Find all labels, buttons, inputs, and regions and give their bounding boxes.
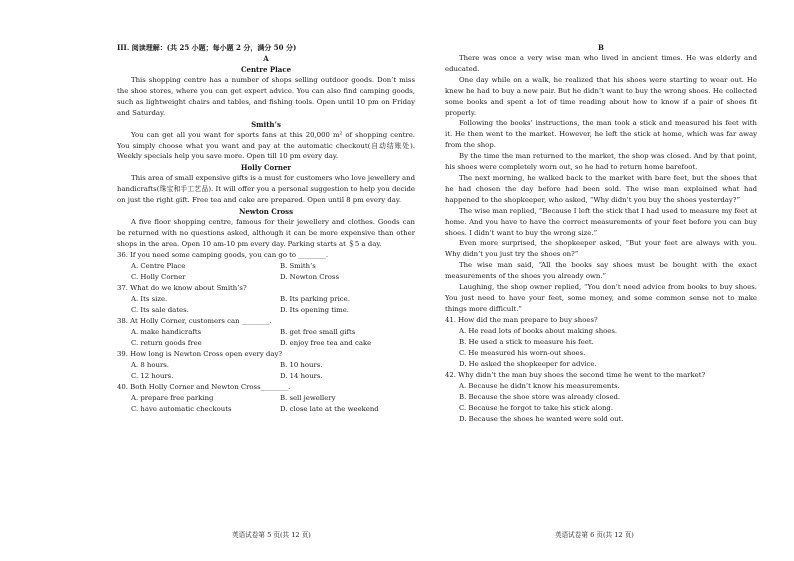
passage-b-paragraph: The wise man said, “All the books say shoes must be bought with the exact measurements of the shoes you already own.”	[445, 261, 757, 281]
question-40-options	[117, 393, 415, 404]
store-name-holly-corner: Holly Corner	[240, 163, 292, 173]
passage-b-paragraph: Even more surprised, the shopkeeper asked, “But your feet are always with you. Why didn’t you just try the shoes on?”	[445, 239, 757, 259]
q36-option-a: A. Centre Place	[131, 261, 186, 270]
q42-option-a: A. Because he didn’t know his measurements.	[459, 381, 620, 390]
q36-option-c: C. Holly Corner	[131, 272, 186, 281]
passage-b-paragraph: Following the books’ instructions, the man took a stick and measured his feet with it. He then went to the market. However, he left the stick at home, which was far away from the shop.	[445, 119, 757, 150]
q41-option-b: B. He used a stick to measure his feet.	[459, 337, 594, 346]
question-38-options	[117, 327, 415, 338]
passage-b-paragraph: Laughing, the shop owner replied, “You don’t need advice from books to buy shoes. You just need to have your feet, some money, and some common sense not to make things more difficult.”	[445, 283, 757, 313]
question-36-options-2	[117, 272, 415, 283]
question-39-options-2	[117, 371, 415, 382]
q37-option-c: C. Its sale dates.	[131, 305, 189, 314]
q38-option-a: A. make handicrafts	[131, 327, 202, 336]
passage-b-paragraph: The next morning, he walked back to the market with bare feet, but the shoes that he had chosen the day before had been sold. The wise man explained what had happened to the shopkeeper, who asked, “Why didn’t you buy the shoes yesterday?”	[445, 173, 757, 204]
store-text-holly-corner: This area of small expensive gifts is a must for customers who love jewellery and handicrafts(珠宝和手工艺品). It will offer you a personal suggestion to help you decide on just the right gift. Free tea and cake are prepared. Open until 8 pm every day.	[117, 174, 415, 205]
left-page	[117, 42, 415, 547]
store-text-smiths: You can get all you want for sports fans at this 20,000 m² of shopping centre. You simply choose what you want and pay at the automatic checkout(自动结账处). Weekly specials help you save more. Open till 10 pm every day.	[117, 130, 415, 161]
question-37-options	[117, 294, 415, 305]
store-text-newton-cross: A five floor shopping centre, famous for their jewellery and clothes. Goods can be returned with no questions asked, although it can be more expensive than other shops in the area. Open 10 am-10 pm every day. Parking starts at ＄5 a day.	[117, 218, 415, 248]
q41-option-c: C. He measured his worn-out shoes.	[459, 348, 586, 357]
q41-option-a: A. He read lots of books about making shoes.	[459, 326, 618, 335]
store-name-smiths: Smith’s	[251, 119, 281, 129]
question-39: 39. How long is Newton Cross open every day?	[117, 349, 283, 358]
q36-option-b: B. Smith’s	[280, 261, 316, 270]
question-38-options-2	[117, 338, 415, 349]
q38-option-b: B. get free small gifts	[280, 327, 356, 336]
q40-option-a: A. prepare free parking	[131, 393, 214, 402]
question-40: 40. Both Holly Corner and Newton Cross________.	[117, 382, 291, 391]
question-38: 38. At Holly Corner, customers can ________.	[117, 316, 272, 325]
question-37: 37. What do we know about Smith’s?	[117, 283, 247, 292]
passage-b-paragraph: The wise man replied, “Because I left the stick that I had used to measure my feet at home. And you have to have the correct measurements of your feet before you can buy shoes. I didn’t want to buy the wrong size.”	[445, 206, 757, 237]
store-name-centre-place: Centre Place	[240, 65, 292, 74]
q42-option-b: B. Because the shoe store was already closed.	[459, 392, 621, 401]
question-41: 41. How did the man prepare to buy shoes?	[445, 315, 598, 324]
question-39-options	[117, 360, 415, 371]
right-page	[445, 42, 757, 547]
left-page-footer: 英语试卷第 5 页(共 12 页)	[232, 531, 311, 539]
passage-b-paragraph: There was once a very wise man who lived in ancient times. He was elderly and educated.	[445, 54, 757, 73]
q39-option-a: A. 8 hours.	[131, 360, 169, 369]
passage-b-paragraph: One day while on a walk, he realized that his shoes were starting to wear out. He knew he had to buy a new pair. But he didn’t want to buy the wrong shoes. He collected some books and spent a lot of time reading about how to know if a pair of shoes fit properly.	[445, 75, 757, 117]
question-42: 42. Why didn’t the man buy shoes the second time he went to the market?	[445, 370, 706, 379]
passage-b-label: B	[598, 43, 604, 52]
q36-option-d: D. Newton Cross	[280, 272, 339, 281]
question-36: 36. If you need some camping goods, you can go to ________.	[117, 250, 329, 259]
q39-option-b: B. 10 hours.	[280, 360, 323, 369]
question-37-options-2	[117, 305, 415, 316]
q37-option-a: A. Its size.	[131, 294, 168, 303]
q42-option-c: C. Because he forgot to take his stick along.	[459, 403, 614, 412]
q37-option-d: D. Its opening time.	[280, 305, 349, 314]
store-name-newton-cross: Newton Cross	[238, 207, 294, 217]
right-page-footer: 英语试卷第 6 页(共 12 页)	[555, 531, 634, 539]
section-title: III. 阅读理解：(共 25 小题；每小题 2 分，满分 50 分)	[117, 43, 297, 52]
q40-option-b: B. sell jewellery	[280, 393, 336, 402]
q40-option-c: C. have automatic checkouts	[131, 404, 232, 413]
q39-option-d: D. 14 hours.	[280, 371, 323, 380]
q39-option-c: C. 12 hours.	[131, 371, 174, 380]
q37-option-b: B. Its parking price.	[280, 294, 350, 303]
passage-b-paragraph: By the time the man returned to the market, the shop was closed. And by that point, his shoes were completely worn out, so he had to return home barefoot.	[445, 152, 757, 172]
question-36-options	[117, 261, 415, 272]
passage-a-label: A	[263, 54, 269, 63]
store-text-centre-place: This shopping centre has a number of shops selling outdoor goods. Don’t miss the shoe stores, where you can get expert advice. You can also find camping goods, such as lightweight chairs and tables, and fishing tools. Open until 10 pm on Friday and Saturday.	[117, 76, 415, 117]
question-40-options-2	[117, 404, 415, 415]
q38-option-d: D. enjoy free tea and cake	[280, 338, 372, 347]
q42-option-d: D. Because the shoes he wanted were sold out.	[459, 414, 624, 423]
q38-option-c: C. return goods free	[131, 338, 202, 347]
q41-option-d: D. He asked the shopkeeper for advice.	[459, 359, 597, 368]
q40-option-d: D. close late at the weekend	[280, 404, 379, 413]
